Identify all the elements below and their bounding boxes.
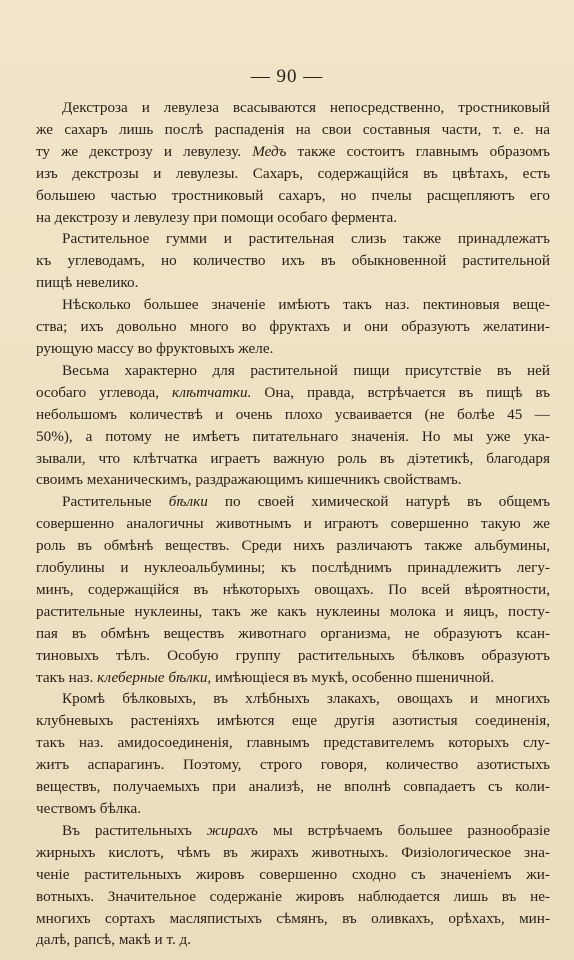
text-line — [36, 316, 550, 338]
text-line — [36, 272, 550, 294]
text-segment: особаго углевода, — [36, 383, 172, 401]
text-line — [36, 491, 550, 513]
text-segment: веществъ, получаемыхъ при анализѣ, не вполнѣ совпадаетъ съ коли- — [36, 778, 550, 796]
text-segment: далѣ, рапсѣ, макѣ и т. д. — [36, 931, 192, 949]
italic-term: жирахъ — [206, 821, 258, 839]
text-line — [36, 163, 550, 185]
text-line — [36, 820, 550, 842]
text-segment: зывали, что клѣтчатка играетъ важную роль въ діэтетикѣ, благодаря — [36, 449, 550, 467]
text-line — [36, 469, 550, 491]
text-segment: ту же декстрозу и левулезу. — [36, 142, 253, 160]
text-line — [36, 250, 550, 272]
text-segment: минъ, содержащійся въ нѣкоторыхъ овощахъ. По всей вѣроятности, — [36, 580, 550, 598]
text-line — [36, 601, 550, 623]
text-line — [36, 404, 550, 426]
text-line — [36, 623, 550, 645]
text-segment: Растительное гумми и растительная слизь также принадлежатъ — [62, 230, 550, 248]
text-segment: по своей химической натурѣ въ общемъ — [207, 493, 550, 511]
text-line — [36, 557, 550, 579]
text-segment: тиновыхъ тѣлъ. Особую группу растительныхъ бѣлковъ образуютъ — [36, 646, 550, 664]
text-line — [36, 513, 550, 535]
text-segment: Декстроза и левулеза всасываются непосредственно, тростниковый — [62, 99, 550, 116]
text-segment: растительные нуклеины, такъ же какъ нуклеины молока и яицъ, посту- — [36, 602, 550, 620]
italic-term: бѣлки — [168, 493, 208, 511]
text-segment: ченіе растительныхъ жировъ совершенно сходно съ значеніемъ жи- — [36, 865, 550, 883]
page-number: — 90 — — [250, 66, 324, 87]
text-segment: вотныхъ. Значительное содержаніе жировъ наблюдается лишь въ не- — [36, 887, 550, 905]
text-segment: изъ декстрозы и левулезы. Сахаръ, содержащійся въ цвѣтахъ, есть — [36, 164, 550, 182]
text-segment: же сахаръ лишь послѣ распаденія на свои составныя части, т. е. на — [36, 120, 550, 138]
text-line — [36, 776, 550, 798]
text-segment: рующую массу во фруктовыхъ желе. — [36, 339, 274, 357]
text-segment: Она, правда, встрѣчается въ пищѣ въ — [251, 383, 550, 401]
text-line — [36, 842, 550, 864]
text-segment: чествомъ бѣлка. — [36, 800, 142, 817]
text-line — [36, 754, 550, 776]
body-text — [36, 97, 550, 951]
text-line — [36, 448, 550, 470]
text-line — [36, 228, 550, 250]
text-line — [36, 710, 550, 732]
text-segment: также состоитъ главнымъ образомъ — [286, 142, 550, 160]
text-segment: большею частью тростниковый сахаръ, но пчелы расщепляютъ его — [36, 186, 550, 204]
italic-term: Медъ — [252, 142, 287, 160]
text-line — [36, 294, 550, 316]
text-line — [36, 645, 550, 667]
text-segment: на декстрозу и левулезу при помощи особаго фермента. — [36, 208, 398, 226]
text-segment: 50%), а потому не имѣетъ питательнаго значенія. Но мы уже ука- — [36, 427, 550, 445]
text-segment: мы встрѣчаемъ большее разнообразіе — [257, 821, 550, 839]
text-line — [36, 382, 550, 404]
text-segment: Весьма характерно для растительной пищи присутствіе въ ней — [62, 361, 550, 379]
text-line — [36, 207, 550, 229]
italic-term: клѣтчатки. — [172, 383, 252, 401]
text-segment: къ углеводамъ, но количество ихъ въ обыкновенной растительной — [36, 252, 550, 270]
text-line — [36, 185, 550, 207]
text-line — [36, 426, 550, 448]
text-line — [36, 535, 550, 557]
text-segment: клубневыхъ растеніяхъ имѣются еще другія азотистыя соединенія, — [36, 712, 550, 730]
text-segment: роль въ обмѣнѣ веществъ. Среди нихъ различаютъ также альбумины, — [36, 537, 550, 555]
text-line — [36, 732, 550, 754]
text-line — [36, 338, 550, 360]
text-segment: Кромѣ бѣлковыхъ, въ хлѣбныхъ злакахъ, овощахъ и многихъ — [62, 690, 550, 708]
text-segment: ства; ихъ довольно много во фруктахъ и они образуютъ желатини- — [36, 318, 550, 336]
text-segment: многихъ сортахъ масляпистыхъ сѣмянъ, въ оливкахъ, орѣхахъ, мин- — [36, 909, 550, 927]
text-segment: своимъ механическимъ, раздражающимъ кишечникъ свойствамъ. — [36, 471, 462, 489]
text-segment: глобулины и нуклеоальбумины; къ послѣднимъ принадлежитъ легу- — [36, 559, 550, 577]
text-line — [36, 886, 550, 908]
text-line — [36, 908, 550, 930]
text-segment: житъ аспарагинъ. Поэтому, строго говоря, количество азотистыхъ — [36, 756, 550, 774]
text-segment: Нѣсколько большее значеніе имѣютъ такъ наз. пектиновыя веще- — [62, 296, 550, 314]
text-segment: такъ наз. — [36, 668, 98, 686]
text-line — [36, 798, 550, 820]
text-line — [36, 360, 550, 382]
text-line — [36, 141, 550, 163]
text-line — [36, 579, 550, 601]
text-segment: совершенно аналогичны животнымъ и играютъ совершенно такую же — [36, 515, 550, 533]
text-line — [36, 119, 550, 141]
text-line — [36, 688, 550, 710]
text-line — [36, 864, 550, 886]
text-segment: пая въ обмѣнъ веществъ животнаго организма, не образуютъ ксан- — [36, 624, 550, 642]
text-segment: Въ растительныхъ — [62, 821, 207, 839]
text-segment: Растительные — [62, 493, 169, 511]
text-segment: пищѣ невелико. — [36, 274, 139, 292]
text-segment: имѣющіеся въ мукѣ, особенно пшеничной. — [211, 668, 495, 686]
italic-term: клеберные бѣлки, — [97, 668, 212, 686]
text-line — [36, 97, 550, 119]
text-line — [36, 667, 550, 689]
text-segment: небольшомъ количествѣ и очень плохо усваивается (не болѣе 45 — — [36, 405, 550, 423]
text-segment: такъ наз. амидосоединенія, главнымъ представителемъ которыхъ слу- — [36, 734, 550, 752]
text-line — [36, 929, 550, 951]
text-segment: жирныхъ кислотъ, чѣмъ въ жирахъ животныхъ. Физіологическое зна- — [36, 843, 550, 861]
